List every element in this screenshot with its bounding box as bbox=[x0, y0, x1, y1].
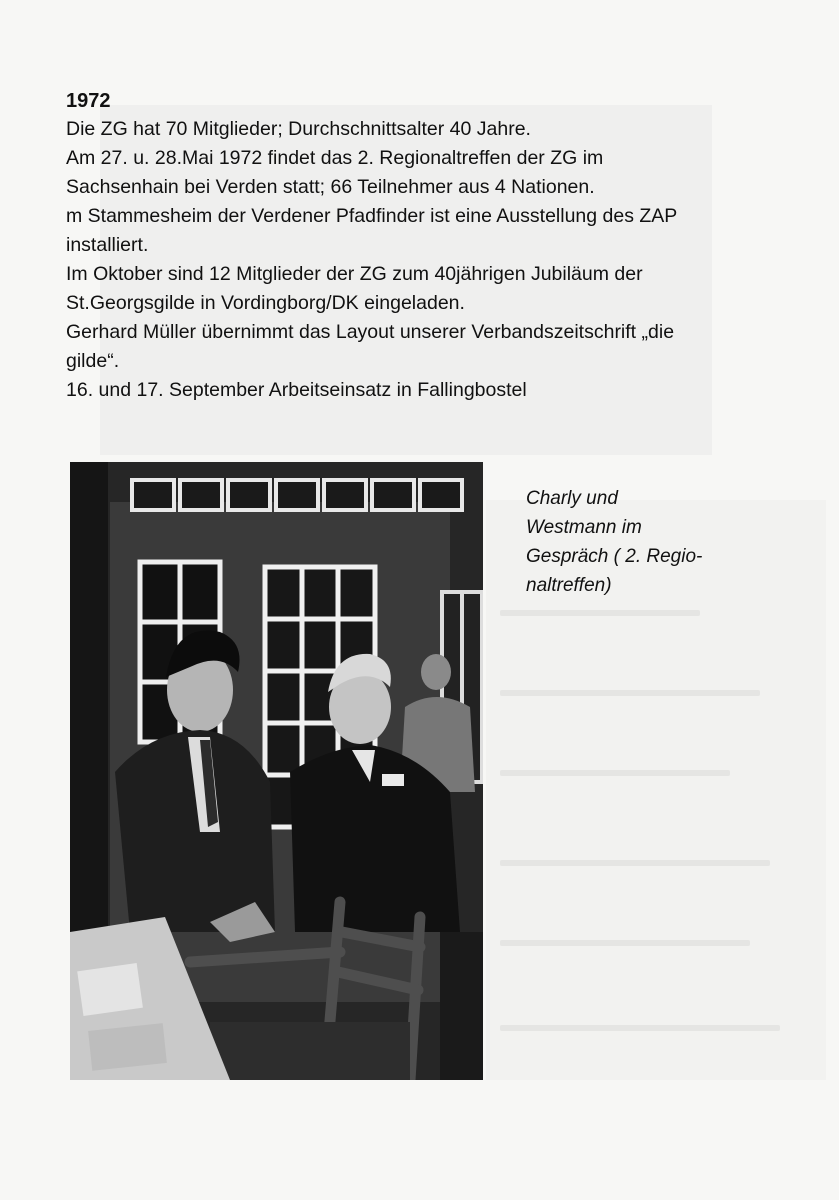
text-line: m Stammesheim der Verdener Pfadfinder ist eine Ausstellung des ZAP bbox=[66, 205, 678, 227]
caption-line: Charly und bbox=[526, 488, 618, 509]
reverse-side-line bbox=[500, 940, 750, 946]
chronicle-text bbox=[66, 87, 766, 405]
text-line: Am 27. u. 28.Mai 1972 findet das 2. Regionaltreffen der ZG im bbox=[66, 147, 604, 169]
caption-line: Westmann im bbox=[526, 517, 642, 538]
text-line: St.Georgsgilde in Vordingborg/DK eingeladen. bbox=[66, 292, 465, 314]
reverse-side-line bbox=[500, 1025, 780, 1031]
photo-caption bbox=[526, 484, 736, 600]
year-heading: 1972 bbox=[66, 90, 111, 112]
text-line: Die ZG hat 70 Mitglieder; Durchschnittsalter 40 Jahre. bbox=[66, 118, 531, 140]
reverse-side-line bbox=[500, 610, 700, 616]
reverse-side-line bbox=[500, 860, 770, 866]
reverse-side-line bbox=[500, 690, 760, 696]
text-line: Gerhard Müller übernimmt das Layout unserer Verbandszeitschrift „die bbox=[66, 321, 675, 343]
caption-line: naltreffen) bbox=[526, 575, 612, 596]
text-line: Sachsenhain bei Verden statt; 66 Teilnehmer aus 4 Nationen. bbox=[66, 176, 595, 198]
text-line: 16. und 17. September Arbeitseinsatz in Fallingbostel bbox=[66, 379, 527, 401]
text-line: installiert. bbox=[66, 234, 149, 256]
caption-line: Gespräch ( 2. Regio- bbox=[526, 546, 703, 567]
text-line: gilde“. bbox=[66, 350, 120, 372]
black-white-photo bbox=[70, 462, 483, 1080]
photo-illustration bbox=[70, 462, 483, 1080]
reverse-side-line bbox=[500, 770, 730, 776]
text-line: Im Oktober sind 12 Mitglieder der ZG zum 40jährigen Jubiläum der bbox=[66, 263, 643, 285]
